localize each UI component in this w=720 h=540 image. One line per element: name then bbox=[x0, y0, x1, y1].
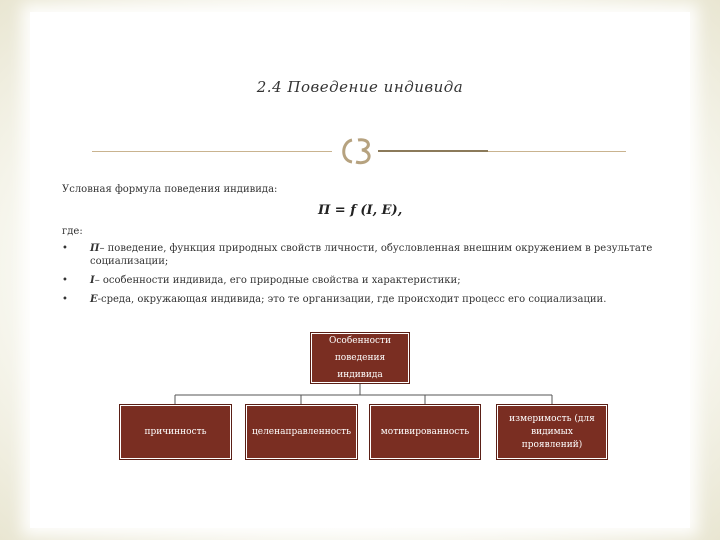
list-item bbox=[62, 293, 662, 306]
list-item bbox=[62, 242, 662, 268]
diagram-root-node: Особенности поведения индивида bbox=[311, 333, 409, 383]
formula-intro: Условная формула поведения индивида: bbox=[62, 184, 278, 195]
diagram-node-purposefulness: целенаправленность bbox=[246, 405, 357, 459]
definition: -среда, окружающая индивида; это те организации, где происходит процесс его социализации. bbox=[97, 294, 607, 305]
ornament-icon bbox=[336, 134, 380, 168]
formula: П = f (I, E), bbox=[318, 203, 403, 218]
divider-accent bbox=[378, 150, 488, 152]
divider-left bbox=[92, 151, 332, 152]
bullet-icon: • bbox=[62, 294, 68, 305]
diagram-node-causality: причинность bbox=[120, 405, 231, 459]
definition: – поведение, функция природных свойств личности, обусловленная внешним окружением в результате социализации; bbox=[90, 243, 653, 267]
term: I bbox=[90, 275, 95, 286]
bullet-icon: • bbox=[62, 243, 68, 254]
diagram-node-measurability: измеримость (для видимых проявлений) bbox=[497, 405, 607, 459]
definition: – особенности индивида, его природные свойства и характеристики; bbox=[94, 275, 461, 286]
term: E bbox=[90, 294, 98, 305]
definitions-list bbox=[62, 242, 662, 312]
bullet-icon: • bbox=[62, 275, 68, 286]
where-label: где: bbox=[62, 226, 83, 237]
slide-title: 2.4 Поведение индивида bbox=[256, 78, 464, 96]
term: П bbox=[90, 243, 100, 254]
list-item bbox=[62, 274, 662, 287]
diagram-node-motivation: мотивированность bbox=[370, 405, 480, 459]
